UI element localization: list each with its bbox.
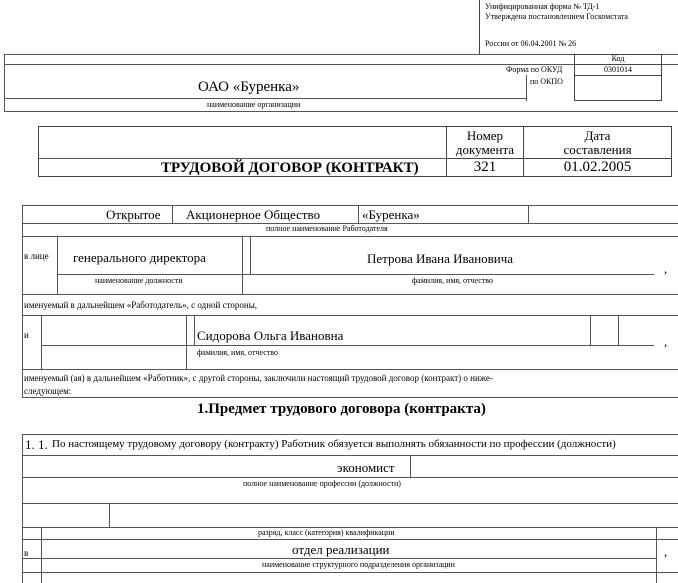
clause-text: По настоящему трудовому договору (контракту) Работник обязуется выполнять обязанности по профессии (должности) <box>52 438 616 450</box>
employer-position: генерального директора <box>73 250 206 265</box>
employer-position-caption: наименование должности <box>95 276 183 285</box>
codes-okud-label: Форма по ОКУД <box>506 65 563 74</box>
worker-person: Сидорова Ольга Ивановна <box>197 328 344 343</box>
contract-title: ТРУДОВОЙ ДОГОВОР (КОНТРАКТ) <box>161 160 419 176</box>
form-header-line-1: Унифицированная форма № ТД-1 <box>485 2 600 11</box>
number-header-1: Номер <box>466 128 504 143</box>
employer-person: Петрова Ивана Ивановича <box>367 251 514 266</box>
codes-kod-label: Код <box>611 54 625 63</box>
employer-comma: , <box>664 261 668 276</box>
and-label: и <box>24 330 29 340</box>
contract-date: 01.02.2005 <box>563 159 632 175</box>
clause-number: 1. 1. <box>25 437 48 452</box>
department-caption: наименование структурного подразделения организации <box>262 560 455 569</box>
grade-caption: разряд, класс (категория) квалификации <box>258 528 395 537</box>
employer-full-name-caption: полное наименование Работодателя <box>266 224 388 233</box>
organization-caption: наименование организации <box>207 100 301 109</box>
employer-name-part-2: Акционерное Общество <box>186 207 321 222</box>
form-header-line-3: России от 06.04.2001 № 26 <box>485 39 577 48</box>
date-header-2: составления <box>563 142 632 157</box>
v-label: в <box>24 548 29 558</box>
v-litse-label: в лице <box>24 251 49 261</box>
contract-number: 321 <box>473 159 497 175</box>
employer-person-caption: фамилия, имя, отчество <box>412 276 493 285</box>
form-header-line-2: Утверждена постановлением Госкомстата <box>485 12 628 21</box>
codes-okud-value: 0301014 <box>604 65 632 74</box>
codes-okpo-label: по ОКПО <box>530 77 563 86</box>
organization-name: ОАО «Буренка» <box>198 79 300 95</box>
profession-caption: полное наименование профессии (должности) <box>243 479 401 488</box>
worker-named-line-1: именуемый (ая) в дальнейшем «Работник», с другой стороны, заключили настоящий трудовой договор (контракт) о ниже- <box>24 373 493 383</box>
date-header-1: Дата <box>584 128 611 143</box>
section1-heading: 1.Предмет трудового договора (контракта) <box>197 401 486 417</box>
department-comma: , <box>664 544 668 559</box>
employer-name-part-1: Открытое <box>106 207 161 222</box>
worker-comma: , <box>664 334 668 349</box>
employer-name-part-3: «Буренка» <box>362 207 420 222</box>
profession: экономист <box>337 460 395 475</box>
worker-named-line-2: следующем: <box>24 386 72 396</box>
employer-named-text: именуемый в дальнейшем «Работодатель», с одной стороны, <box>24 300 258 310</box>
number-header-2: документа <box>455 142 515 157</box>
worker-person-caption: фамилия, имя, отчество <box>197 348 278 357</box>
department: отдел реализации <box>292 542 390 557</box>
codes-okpo-cell <box>574 75 662 101</box>
